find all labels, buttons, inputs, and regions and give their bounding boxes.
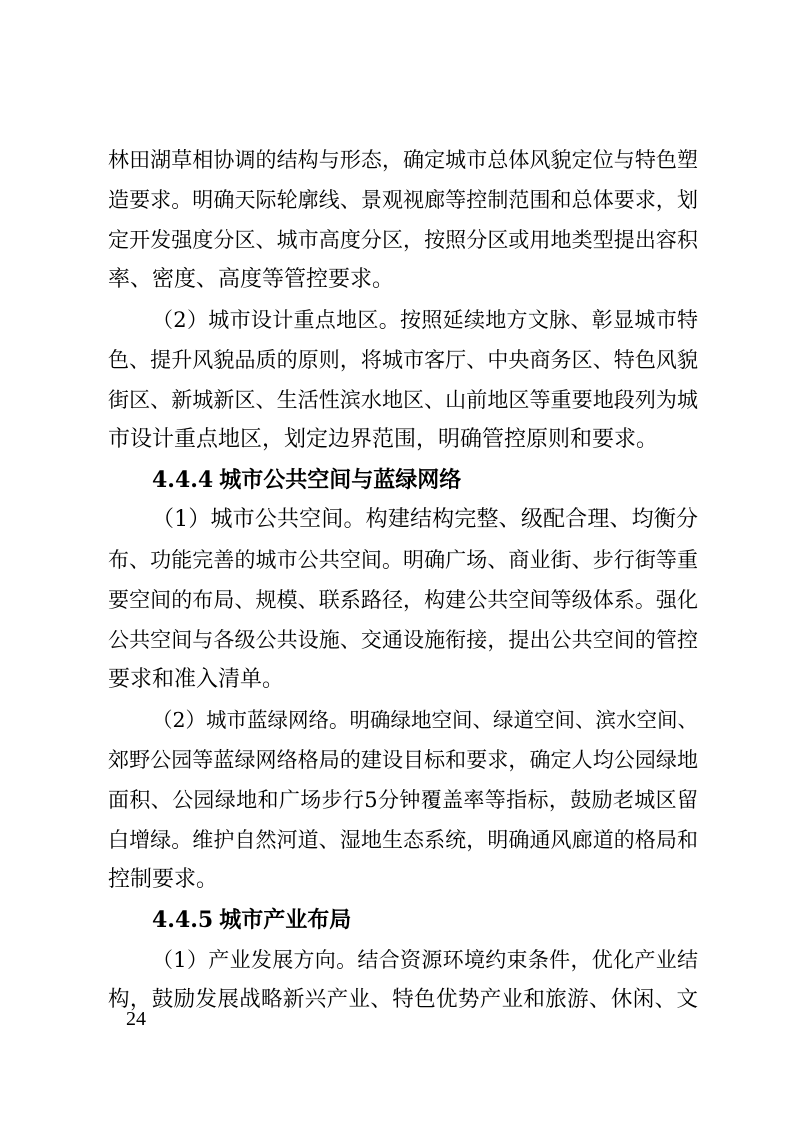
paragraph-line: （1）城市公共空间。构建结构完整、级配合理、均衡分 [152, 507, 698, 532]
paragraph-line: 控制要求。 [108, 867, 219, 892]
paragraph-line: 布、功能完善的城市公共空间。明确广场、商业街、步行街等重 [108, 548, 698, 572]
paragraph-line: 公共空间与各级公共设施、交通设施衔接，提出公共空间的管控 [108, 628, 698, 652]
section-number: 4.4.4 [152, 467, 214, 493]
paragraph-line: 街区、新城新区、生活性滨水地区、山前地区等重要地段列为城 [108, 388, 698, 412]
paragraph-line: 白增绿。维护自然河道、湿地生态系统，明确通风廊道的格局和 [108, 828, 698, 852]
page-number: 24 [126, 1008, 146, 1030]
paragraph-line: 造要求。明确天际轮廓线、景观视廊等控制范围和总体要求，划 [108, 188, 698, 212]
paragraph-line: 面积、公园绿地和广场步行5分钟覆盖率等指标，鼓励老城区留 [108, 788, 698, 812]
paragraph-line: 定开发强度分区、城市高度分区，按照分区或用地类型提出容积 [108, 228, 698, 252]
section-title: 城市公共空间与蓝绿网络 [219, 468, 462, 493]
paragraph-line: 构，鼓励发展战略新兴产业、特色优势产业和旅游、休闲、文 [108, 987, 698, 1012]
paragraph-line: （1）产业发展方向。结合资源环境约束条件，优化产业结 [152, 948, 698, 972]
section-number: 4.4.5 [152, 907, 214, 933]
paragraph-line: 市设计重点地区，划定边界范围，明确管控原则和要求。 [108, 427, 659, 452]
paragraph-line: （2）城市蓝绿网络。明确绿地空间、绿道空间、滨水空间、 [152, 708, 699, 732]
paragraph-line: 要求和准入清单。 [108, 667, 285, 692]
paragraph-line: 林田湖草相协调的结构与形态，确定城市总体风貌定位与特色塑 [108, 148, 698, 172]
paragraph-line: 郊野公园等蓝绿网络格局的建设目标和要求，确定人均公园绿地 [108, 748, 698, 772]
section-title: 城市产业布局 [219, 908, 352, 933]
section-heading [152, 900, 351, 940]
section-heading [152, 460, 461, 500]
paragraph-line: 率、密度、高度等管控要求。 [108, 267, 395, 292]
paragraph-line: 色、提升风貌品质的原则，将城市客厅、中央商务区、特色风貌 [108, 348, 698, 372]
paragraph-line: 要空间的布局、规模、联系路径，构建公共空间等级体系。强化 [108, 588, 698, 612]
paragraph-line: （2）城市设计重点地区。按照延续地方文脉、彰显城市特 [152, 308, 698, 332]
